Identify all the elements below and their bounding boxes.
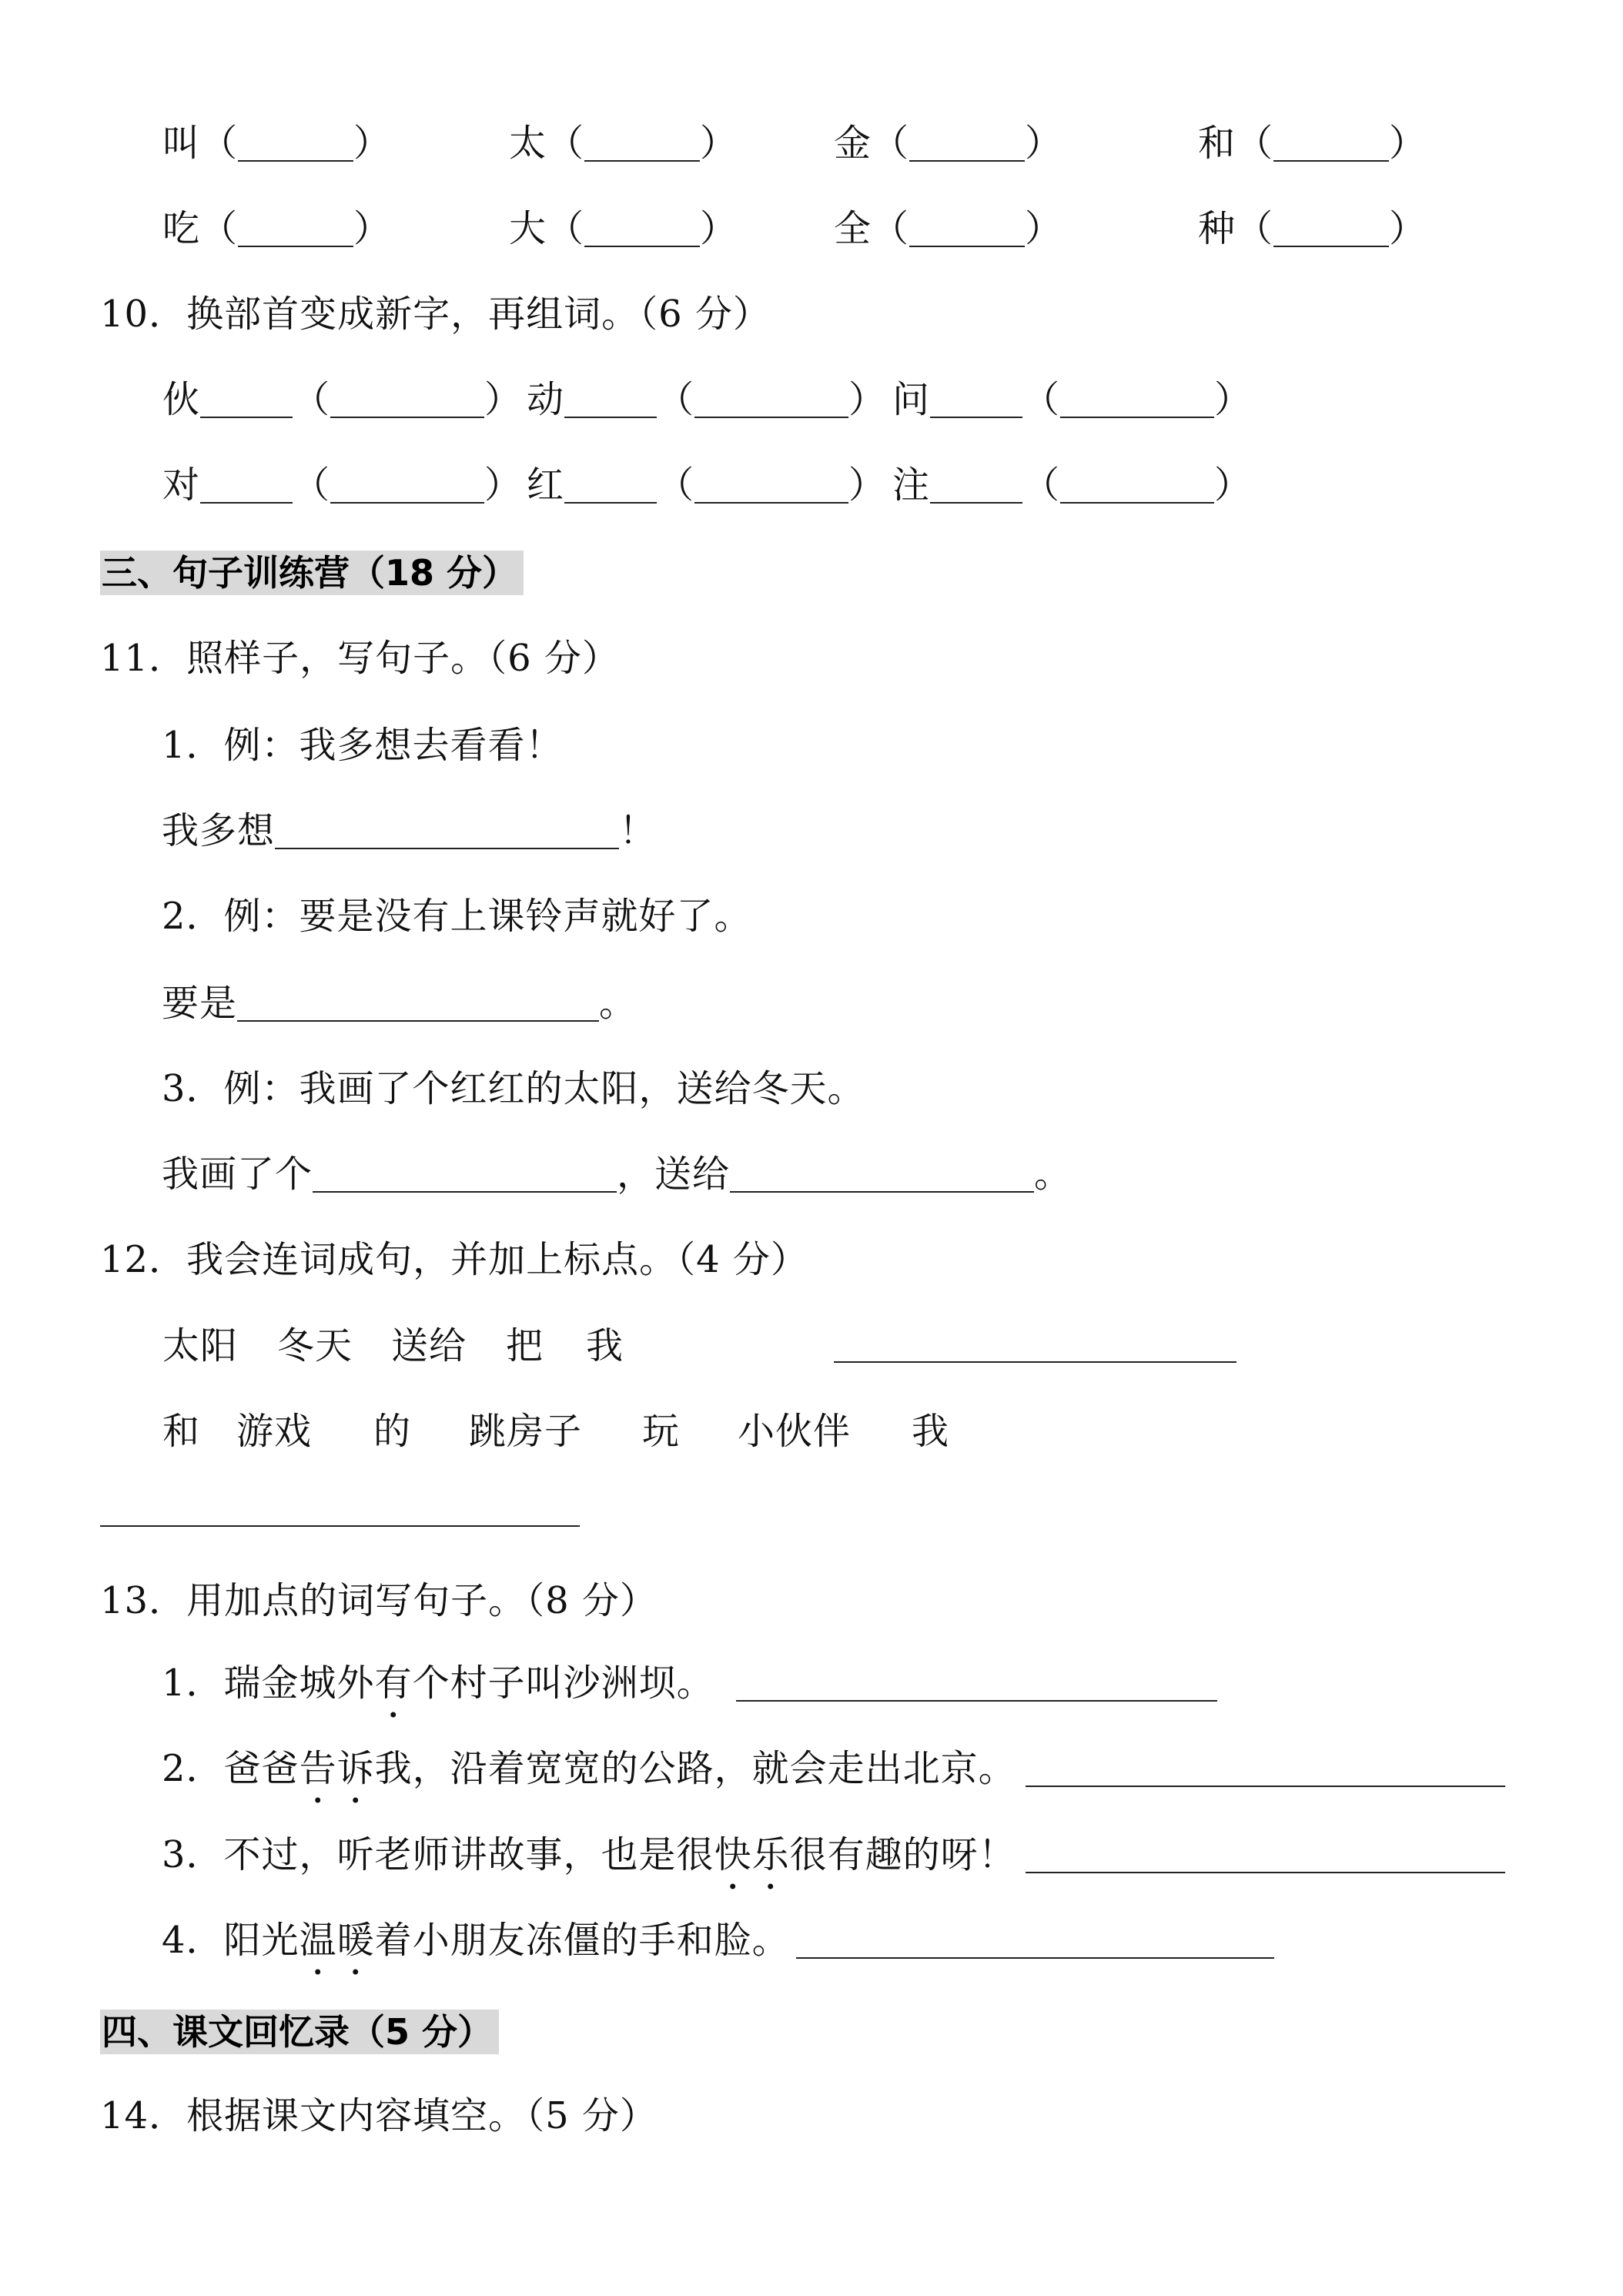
close-paren: ） xyxy=(484,464,523,507)
radical-item xyxy=(527,377,886,423)
char: 注 xyxy=(892,464,931,507)
word-tile: 太阳 xyxy=(162,1324,239,1367)
open-paren: （ xyxy=(293,378,331,421)
char: 吃 xyxy=(162,207,201,250)
char-blank-item xyxy=(162,206,391,252)
close-paren: ） xyxy=(353,207,392,250)
word-tile: 玩 xyxy=(642,1410,681,1453)
answer-blank xyxy=(796,1926,1274,1959)
sentence-end: 。 xyxy=(599,982,637,1025)
question-10-title: 10．换部首变成新字，再组词。（6 分） xyxy=(100,293,771,336)
sentence-text: 阳光 xyxy=(223,1919,300,1962)
word-blank xyxy=(330,386,484,418)
word-blank xyxy=(330,471,484,504)
word-tile: 和 xyxy=(162,1410,201,1453)
answer-blank xyxy=(313,1160,617,1193)
word-blank xyxy=(1060,471,1214,504)
char: 叫 xyxy=(162,122,201,165)
word-tile: 的 xyxy=(373,1410,412,1453)
char: 金 xyxy=(834,122,872,165)
open-paren: （ xyxy=(1236,122,1274,165)
sentence-prefix: 我画了个 xyxy=(162,1153,313,1196)
example-sentence: 3．例：我画了个红红的太阳，送给冬天。 xyxy=(162,1067,865,1110)
char: 和 xyxy=(1198,122,1236,165)
new-char-blank xyxy=(930,471,1022,504)
question-13-title: 13．用加点的词写句子。（8 分） xyxy=(100,1579,658,1622)
char: 大 xyxy=(509,207,547,250)
dotted-word: 快乐 xyxy=(714,1833,790,1876)
radical-item xyxy=(162,462,522,508)
close-paren: ） xyxy=(1025,207,1063,250)
sentence-answer-line xyxy=(162,808,657,854)
item-number: 2． xyxy=(162,1747,224,1790)
answer-blank xyxy=(909,215,1025,247)
sentence-prefix: 要是 xyxy=(162,982,238,1025)
char-blank-item xyxy=(834,120,1062,166)
answer-blank xyxy=(736,1669,1217,1702)
char-blank-item xyxy=(509,206,738,252)
section-3-heading: 三、句子训练营（18 分） xyxy=(100,551,524,595)
close-paren: ） xyxy=(700,207,738,250)
char: 对 xyxy=(162,464,201,507)
dotted-sentence-line xyxy=(162,1745,1505,1792)
new-char-blank xyxy=(564,386,657,418)
sentence-text: 瑞金城外 xyxy=(223,1662,375,1705)
answer-blank xyxy=(1273,129,1389,162)
close-paren: ） xyxy=(1389,207,1427,250)
item-number: 1． xyxy=(162,1662,224,1705)
close-paren: ） xyxy=(1025,122,1063,165)
close-paren: ） xyxy=(848,464,887,507)
char-blank-item xyxy=(834,206,1062,252)
close-paren: ） xyxy=(1214,378,1253,421)
dotted-word: 有 xyxy=(374,1662,413,1705)
sentence-prefix: 我多想 xyxy=(162,809,276,852)
open-paren: （ xyxy=(872,122,910,165)
dotted-word: 温暖 xyxy=(299,1919,375,1962)
word-tile: 冬天 xyxy=(277,1324,353,1367)
close-paren: ） xyxy=(1214,464,1253,507)
new-char-blank xyxy=(200,471,293,504)
char: 动 xyxy=(527,378,565,421)
dotted-sentence-line xyxy=(162,1660,1217,1706)
answer-blank xyxy=(237,989,599,1022)
char: 红 xyxy=(527,464,565,507)
dotted-sentence-line xyxy=(162,1917,1274,1963)
open-paren: （ xyxy=(657,378,695,421)
sentence-answer-line xyxy=(162,980,637,1026)
answer-blank xyxy=(584,129,700,162)
sentence-text: 个村子叫沙洲坝。 xyxy=(412,1662,714,1705)
close-paren: ） xyxy=(353,122,392,165)
word-tile: 跳房子 xyxy=(469,1410,583,1453)
answer-blank xyxy=(909,129,1025,162)
sentence-text: 不过，听老师讲故事，也是很 xyxy=(223,1833,714,1876)
char: 太 xyxy=(509,122,547,165)
question-11-title: 11．照样子，写句子。（6 分） xyxy=(100,637,620,680)
answer-blank xyxy=(1026,1755,1505,1787)
example-sentence: 2．例：要是没有上课铃声就好了。 xyxy=(162,895,752,938)
section-4-heading: 四、课文回忆录（5 分） xyxy=(100,2010,499,2054)
open-paren: （ xyxy=(547,207,585,250)
answer-blank xyxy=(238,129,353,162)
close-paren: ） xyxy=(484,378,523,421)
close-paren: ） xyxy=(1389,122,1427,165)
char-row-1 xyxy=(0,120,1623,166)
word-blank xyxy=(694,471,848,504)
radical-item xyxy=(892,377,1252,423)
example-sentence: 1．例：我多想去看看！ xyxy=(162,724,564,767)
word-tile: 送给 xyxy=(391,1324,467,1367)
char: 问 xyxy=(892,378,931,421)
sentence-text: 爸爸 xyxy=(223,1747,300,1790)
char: 伙 xyxy=(162,378,201,421)
question-12-title: 12．我会连词成句，并加上标点。（4 分） xyxy=(100,1238,808,1281)
close-paren: ） xyxy=(700,122,738,165)
sentence-middle: ，送给 xyxy=(617,1153,731,1196)
char-blank-item xyxy=(1198,120,1427,166)
item-number: 4． xyxy=(162,1919,224,1962)
word-tile: 我 xyxy=(586,1324,624,1367)
char-row-2 xyxy=(0,206,1623,252)
char-blank-item xyxy=(509,120,738,166)
radical-item xyxy=(162,377,522,423)
word-group-1 xyxy=(0,1323,1623,1369)
char-blank-item xyxy=(162,120,391,166)
answer-blank xyxy=(238,215,353,247)
sentence-text: 我，沿着宽宽的公路，就会走出北京。 xyxy=(374,1747,1016,1790)
sentence-answer-line xyxy=(162,1151,1072,1197)
answer-blank xyxy=(1273,215,1389,247)
word-tile: 把 xyxy=(506,1324,544,1367)
question-14-title: 14．根据课文内容填空。（5 分） xyxy=(100,2094,658,2137)
radical-item xyxy=(527,462,886,508)
open-paren: （ xyxy=(872,207,910,250)
radical-row-2 xyxy=(0,462,1623,508)
answer-blank xyxy=(1026,1841,1505,1873)
answer-blank xyxy=(730,1160,1034,1193)
open-paren: （ xyxy=(657,464,695,507)
open-paren: （ xyxy=(200,122,239,165)
char: 种 xyxy=(1198,207,1236,250)
word-blank xyxy=(694,386,848,418)
radical-item xyxy=(892,462,1252,508)
sentence-end: ！ xyxy=(619,809,658,852)
word-group-2 xyxy=(0,1408,1623,1454)
new-char-blank xyxy=(200,386,293,418)
word-tile: 我 xyxy=(912,1410,950,1453)
sentence-end: 。 xyxy=(1034,1153,1073,1196)
word-tile: 小伙伴 xyxy=(738,1410,852,1453)
new-char-blank xyxy=(930,386,1022,418)
char: 全 xyxy=(834,207,872,250)
sentence-text: 很有趣的呀！ xyxy=(789,1833,1016,1876)
word-tile: 游戏 xyxy=(236,1410,313,1453)
close-paren: ） xyxy=(848,378,887,421)
open-paren: （ xyxy=(1022,378,1061,421)
open-paren: （ xyxy=(1022,464,1061,507)
radical-row-1 xyxy=(0,377,1623,423)
dotted-word: 告诉 xyxy=(299,1747,375,1790)
open-paren: （ xyxy=(293,464,331,507)
word-blank xyxy=(1060,386,1214,418)
answer-blank xyxy=(834,1361,1236,1363)
answer-blank xyxy=(100,1525,580,1527)
dotted-sentence-line xyxy=(162,1832,1505,1878)
open-paren: （ xyxy=(1236,207,1274,250)
sentence-text: 着小朋友冻僵的手和脸。 xyxy=(374,1919,790,1962)
answer-blank xyxy=(584,215,700,247)
char-blank-item xyxy=(1198,206,1427,252)
new-char-blank xyxy=(564,471,657,504)
item-number: 3． xyxy=(162,1833,224,1876)
open-paren: （ xyxy=(547,122,585,165)
answer-blank xyxy=(275,817,619,849)
open-paren: （ xyxy=(200,207,239,250)
